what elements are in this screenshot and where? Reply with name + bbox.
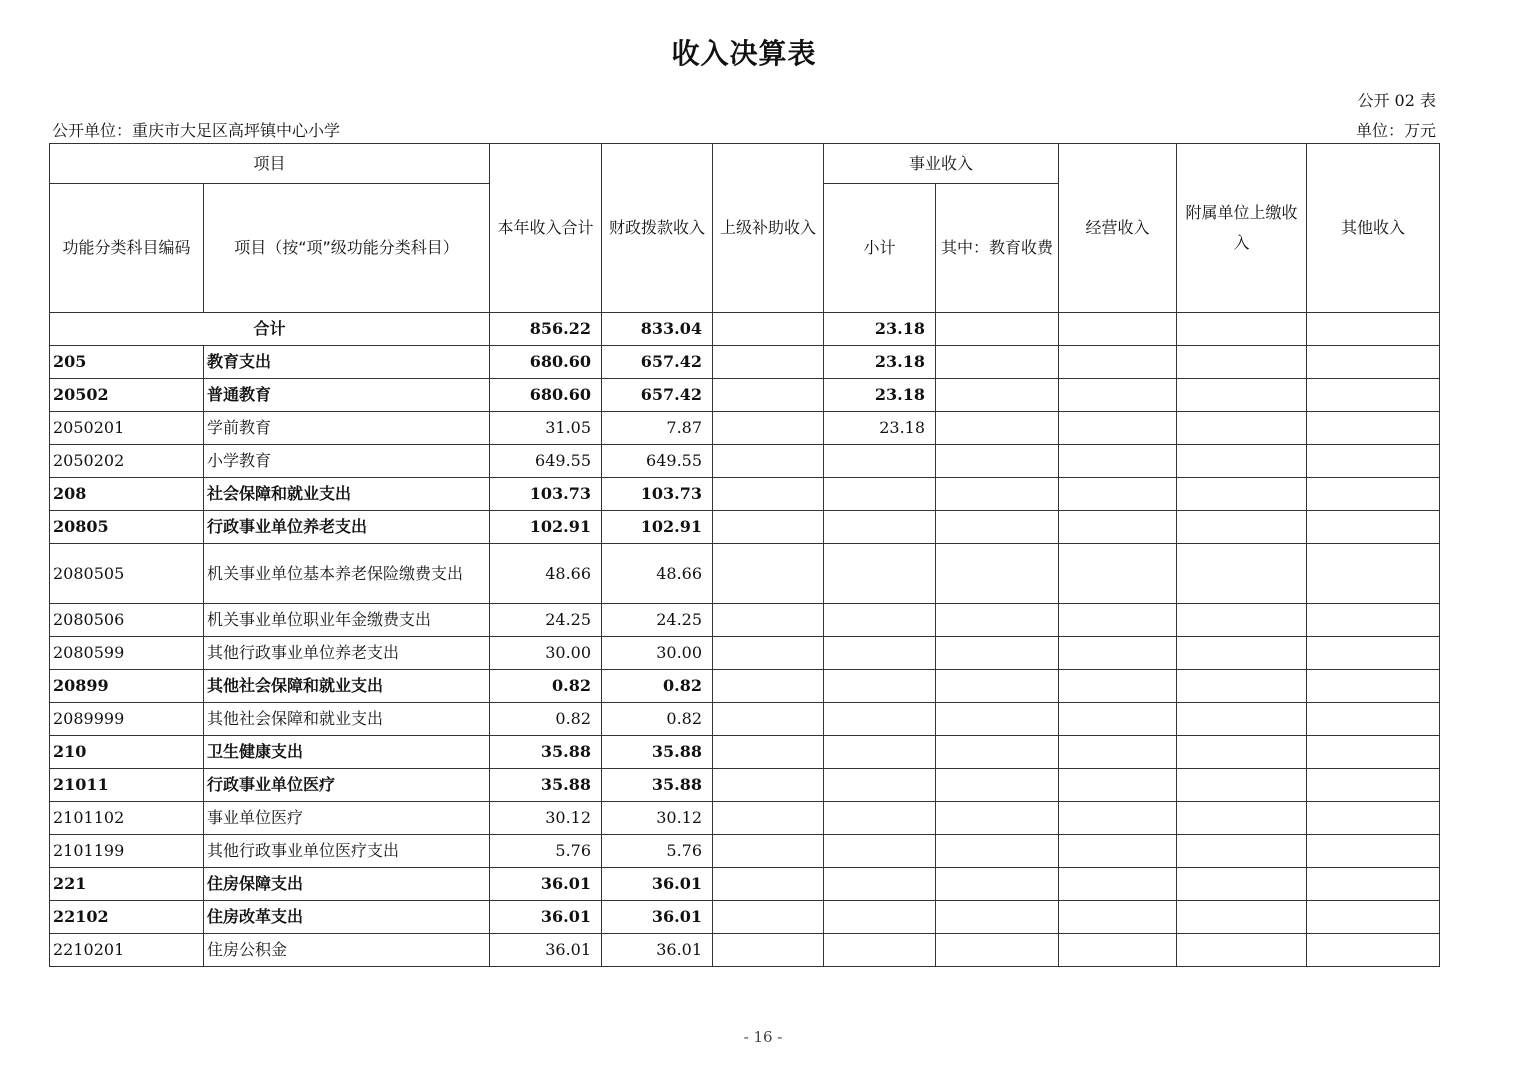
row-operating <box>1059 736 1177 769</box>
row-subtotal <box>824 445 936 478</box>
row-fiscal: 30.00 <box>602 637 713 670</box>
table-row <box>50 901 1440 934</box>
row-total: 24.25 <box>490 604 602 637</box>
row-subtotal: 23.18 <box>824 412 936 445</box>
row-subtotal <box>824 736 936 769</box>
row-total: 680.60 <box>490 346 602 379</box>
row-edu-fee <box>936 901 1059 934</box>
table-row <box>50 604 1440 637</box>
row-other <box>1307 934 1440 967</box>
row-total: 102.91 <box>490 511 602 544</box>
row-subtotal <box>824 934 936 967</box>
row-subtotal <box>824 544 936 604</box>
row-total: 31.05 <box>490 412 602 445</box>
row-other <box>1307 670 1440 703</box>
row-edu-fee <box>936 445 1059 478</box>
row-affiliated <box>1177 379 1307 412</box>
row-operating <box>1059 670 1177 703</box>
row-total: 5.76 <box>490 835 602 868</box>
reporting-unit: 公开单位：重庆市大足区高坪镇中心小学 <box>52 121 341 140</box>
header-code: 功能分类科目编码 <box>50 184 204 313</box>
row-name: 住房公积金 <box>204 934 490 967</box>
row-name: 住房改革支出 <box>204 901 490 934</box>
row-superior <box>713 703 824 736</box>
table-row <box>50 835 1440 868</box>
row-edu-fee <box>936 736 1059 769</box>
row-other <box>1307 703 1440 736</box>
row-code: 22102 <box>50 901 204 934</box>
row-other <box>1307 769 1440 802</box>
row-subtotal <box>824 868 936 901</box>
header-fiscal: 财政拨款收入 <box>602 144 713 313</box>
row-edu-fee <box>936 670 1059 703</box>
row-affiliated <box>1177 835 1307 868</box>
row-operating <box>1059 769 1177 802</box>
header-operating: 经营收入 <box>1059 144 1177 313</box>
row-other <box>1307 901 1440 934</box>
row-fiscal: 649.55 <box>602 445 713 478</box>
row-fiscal: 36.01 <box>602 901 713 934</box>
row-superior <box>713 868 824 901</box>
total-operating <box>1059 313 1177 346</box>
row-operating <box>1059 802 1177 835</box>
row-code: 20805 <box>50 511 204 544</box>
row-subtotal: 23.18 <box>824 379 936 412</box>
row-name: 普通教育 <box>204 379 490 412</box>
header-subtotal: 小计 <box>824 184 936 313</box>
row-superior <box>713 802 824 835</box>
row-operating <box>1059 511 1177 544</box>
row-other <box>1307 478 1440 511</box>
row-name: 机关事业单位基本养老保险缴费支出 <box>204 544 490 604</box>
row-name: 社会保障和就业支出 <box>204 478 490 511</box>
table-row <box>50 868 1440 901</box>
row-subtotal <box>824 901 936 934</box>
header-other: 其他收入 <box>1307 144 1440 313</box>
row-name: 机关事业单位职业年金缴费支出 <box>204 604 490 637</box>
header-affiliated: 附属单位上缴收入 <box>1177 144 1307 313</box>
row-affiliated <box>1177 346 1307 379</box>
row-code: 21011 <box>50 769 204 802</box>
row-operating <box>1059 934 1177 967</box>
row-other <box>1307 412 1440 445</box>
row-operating <box>1059 604 1177 637</box>
row-superior <box>713 934 824 967</box>
row-code: 2050202 <box>50 445 204 478</box>
row-total: 36.01 <box>490 934 602 967</box>
row-other <box>1307 868 1440 901</box>
total-label: 合计 <box>50 313 490 346</box>
row-edu-fee <box>936 934 1059 967</box>
header-business: 事业收入 <box>824 144 1059 184</box>
row-edu-fee <box>936 637 1059 670</box>
row-edu-fee <box>936 379 1059 412</box>
row-operating <box>1059 835 1177 868</box>
form-number: 公开 02 表 <box>1357 91 1436 110</box>
row-other <box>1307 346 1440 379</box>
row-affiliated <box>1177 478 1307 511</box>
row-operating <box>1059 445 1177 478</box>
row-total: 30.00 <box>490 637 602 670</box>
row-name: 其他行政事业单位医疗支出 <box>204 835 490 868</box>
row-code: 210 <box>50 736 204 769</box>
row-fiscal: 657.42 <box>602 379 713 412</box>
row-name: 行政事业单位医疗 <box>204 769 490 802</box>
row-other <box>1307 604 1440 637</box>
row-total: 680.60 <box>490 379 602 412</box>
row-superior <box>713 769 824 802</box>
header-edu-fee: 其中：教育收费 <box>936 184 1059 313</box>
row-code: 20899 <box>50 670 204 703</box>
table-row <box>50 802 1440 835</box>
currency-unit: 单位：万元 <box>1355 121 1436 140</box>
row-code: 2050201 <box>50 412 204 445</box>
row-affiliated <box>1177 934 1307 967</box>
row-total: 48.66 <box>490 544 602 604</box>
table-row <box>50 379 1440 412</box>
row-fiscal: 7.87 <box>602 412 713 445</box>
row-fiscal: 35.88 <box>602 769 713 802</box>
row-code: 205 <box>50 346 204 379</box>
row-operating <box>1059 868 1177 901</box>
row-name: 其他社会保障和就业支出 <box>204 703 490 736</box>
row-affiliated <box>1177 868 1307 901</box>
total-edu-fee <box>936 313 1059 346</box>
row-affiliated <box>1177 802 1307 835</box>
row-subtotal <box>824 703 936 736</box>
row-superior <box>713 736 824 769</box>
table-row <box>50 445 1440 478</box>
row-name: 事业单位医疗 <box>204 802 490 835</box>
row-affiliated <box>1177 544 1307 604</box>
row-edu-fee <box>936 868 1059 901</box>
row-subtotal: 23.18 <box>824 346 936 379</box>
row-affiliated <box>1177 637 1307 670</box>
row-fiscal: 36.01 <box>602 868 713 901</box>
total-other <box>1307 313 1440 346</box>
row-operating <box>1059 544 1177 604</box>
row-name: 学前教育 <box>204 412 490 445</box>
row-fiscal: 0.82 <box>602 670 713 703</box>
row-edu-fee <box>936 544 1059 604</box>
row-code: 2089999 <box>50 703 204 736</box>
row-affiliated <box>1177 901 1307 934</box>
row-name: 小学教育 <box>204 445 490 478</box>
row-superior <box>713 412 824 445</box>
row-subtotal <box>824 511 936 544</box>
row-superior <box>713 637 824 670</box>
row-fiscal: 36.01 <box>602 934 713 967</box>
row-total: 0.82 <box>490 703 602 736</box>
row-edu-fee <box>936 346 1059 379</box>
table-row <box>50 478 1440 511</box>
row-subtotal <box>824 478 936 511</box>
row-affiliated <box>1177 769 1307 802</box>
row-name: 其他社会保障和就业支出 <box>204 670 490 703</box>
page-title: 收入决算表 <box>671 37 817 70</box>
row-affiliated <box>1177 703 1307 736</box>
row-superior <box>713 544 824 604</box>
row-fiscal: 5.76 <box>602 835 713 868</box>
row-edu-fee <box>936 769 1059 802</box>
row-fiscal: 30.12 <box>602 802 713 835</box>
row-total: 103.73 <box>490 478 602 511</box>
total-row <box>50 313 1440 346</box>
row-other <box>1307 835 1440 868</box>
row-operating <box>1059 901 1177 934</box>
row-superior <box>713 835 824 868</box>
page-number: - 16 - <box>743 1028 783 1046</box>
row-name: 行政事业单位养老支出 <box>204 511 490 544</box>
row-total: 0.82 <box>490 670 602 703</box>
row-other <box>1307 802 1440 835</box>
row-code: 2080505 <box>50 544 204 604</box>
row-name: 其他行政事业单位养老支出 <box>204 637 490 670</box>
total-subtotal: 23.18 <box>824 313 936 346</box>
header-superior: 上级补助收入 <box>713 144 824 313</box>
row-operating <box>1059 478 1177 511</box>
row-subtotal <box>824 604 936 637</box>
header-total: 本年收入合计 <box>490 144 602 313</box>
row-superior <box>713 445 824 478</box>
row-superior <box>713 346 824 379</box>
row-superior <box>713 670 824 703</box>
row-other <box>1307 736 1440 769</box>
row-edu-fee <box>936 511 1059 544</box>
row-operating <box>1059 412 1177 445</box>
row-edu-fee <box>936 835 1059 868</box>
row-affiliated <box>1177 736 1307 769</box>
row-total: 36.01 <box>490 901 602 934</box>
row-superior <box>713 379 824 412</box>
row-other <box>1307 544 1440 604</box>
table-row <box>50 544 1440 604</box>
row-affiliated <box>1177 604 1307 637</box>
row-edu-fee <box>936 478 1059 511</box>
row-fiscal: 24.25 <box>602 604 713 637</box>
row-edu-fee <box>936 703 1059 736</box>
row-subtotal <box>824 637 936 670</box>
table-row <box>50 736 1440 769</box>
table-row <box>50 346 1440 379</box>
table-row <box>50 637 1440 670</box>
row-operating <box>1059 637 1177 670</box>
table-row <box>50 511 1440 544</box>
row-subtotal <box>824 670 936 703</box>
row-name: 教育支出 <box>204 346 490 379</box>
row-total: 30.12 <box>490 802 602 835</box>
total-total: 856.22 <box>490 313 602 346</box>
row-name: 住房保障支出 <box>204 868 490 901</box>
table-row <box>50 670 1440 703</box>
row-operating <box>1059 346 1177 379</box>
header-item: 项目 <box>50 144 490 184</box>
table-row <box>50 769 1440 802</box>
row-code: 20502 <box>50 379 204 412</box>
row-affiliated <box>1177 412 1307 445</box>
row-fiscal: 35.88 <box>602 736 713 769</box>
row-other <box>1307 511 1440 544</box>
row-total: 36.01 <box>490 868 602 901</box>
row-code: 2080506 <box>50 604 204 637</box>
row-operating <box>1059 703 1177 736</box>
row-other <box>1307 637 1440 670</box>
row-affiliated <box>1177 511 1307 544</box>
row-other <box>1307 379 1440 412</box>
row-superior <box>713 604 824 637</box>
row-superior <box>713 901 824 934</box>
row-code: 2080599 <box>50 637 204 670</box>
total-fiscal: 833.04 <box>602 313 713 346</box>
row-fiscal: 657.42 <box>602 346 713 379</box>
row-name: 卫生健康支出 <box>204 736 490 769</box>
table-row <box>50 703 1440 736</box>
row-fiscal: 48.66 <box>602 544 713 604</box>
table-row <box>50 934 1440 967</box>
row-operating <box>1059 379 1177 412</box>
row-subtotal <box>824 769 936 802</box>
row-code: 2210201 <box>50 934 204 967</box>
row-edu-fee <box>936 412 1059 445</box>
row-subtotal <box>824 802 936 835</box>
row-code: 2101199 <box>50 835 204 868</box>
row-superior <box>713 511 824 544</box>
table-row <box>50 412 1440 445</box>
row-subtotal <box>824 835 936 868</box>
row-affiliated <box>1177 445 1307 478</box>
row-other <box>1307 445 1440 478</box>
row-edu-fee <box>936 802 1059 835</box>
row-code: 2101102 <box>50 802 204 835</box>
income-statement-table <box>49 143 1440 967</box>
row-fiscal: 103.73 <box>602 478 713 511</box>
row-code: 221 <box>50 868 204 901</box>
row-total: 35.88 <box>490 769 602 802</box>
row-affiliated <box>1177 670 1307 703</box>
total-superior <box>713 313 824 346</box>
row-edu-fee <box>936 604 1059 637</box>
total-affiliated <box>1177 313 1307 346</box>
row-total: 35.88 <box>490 736 602 769</box>
row-fiscal: 0.82 <box>602 703 713 736</box>
row-superior <box>713 478 824 511</box>
row-fiscal: 102.91 <box>602 511 713 544</box>
header-name: 项目（按“项”级功能分类科目） <box>204 184 490 313</box>
row-code: 208 <box>50 478 204 511</box>
row-total: 649.55 <box>490 445 602 478</box>
